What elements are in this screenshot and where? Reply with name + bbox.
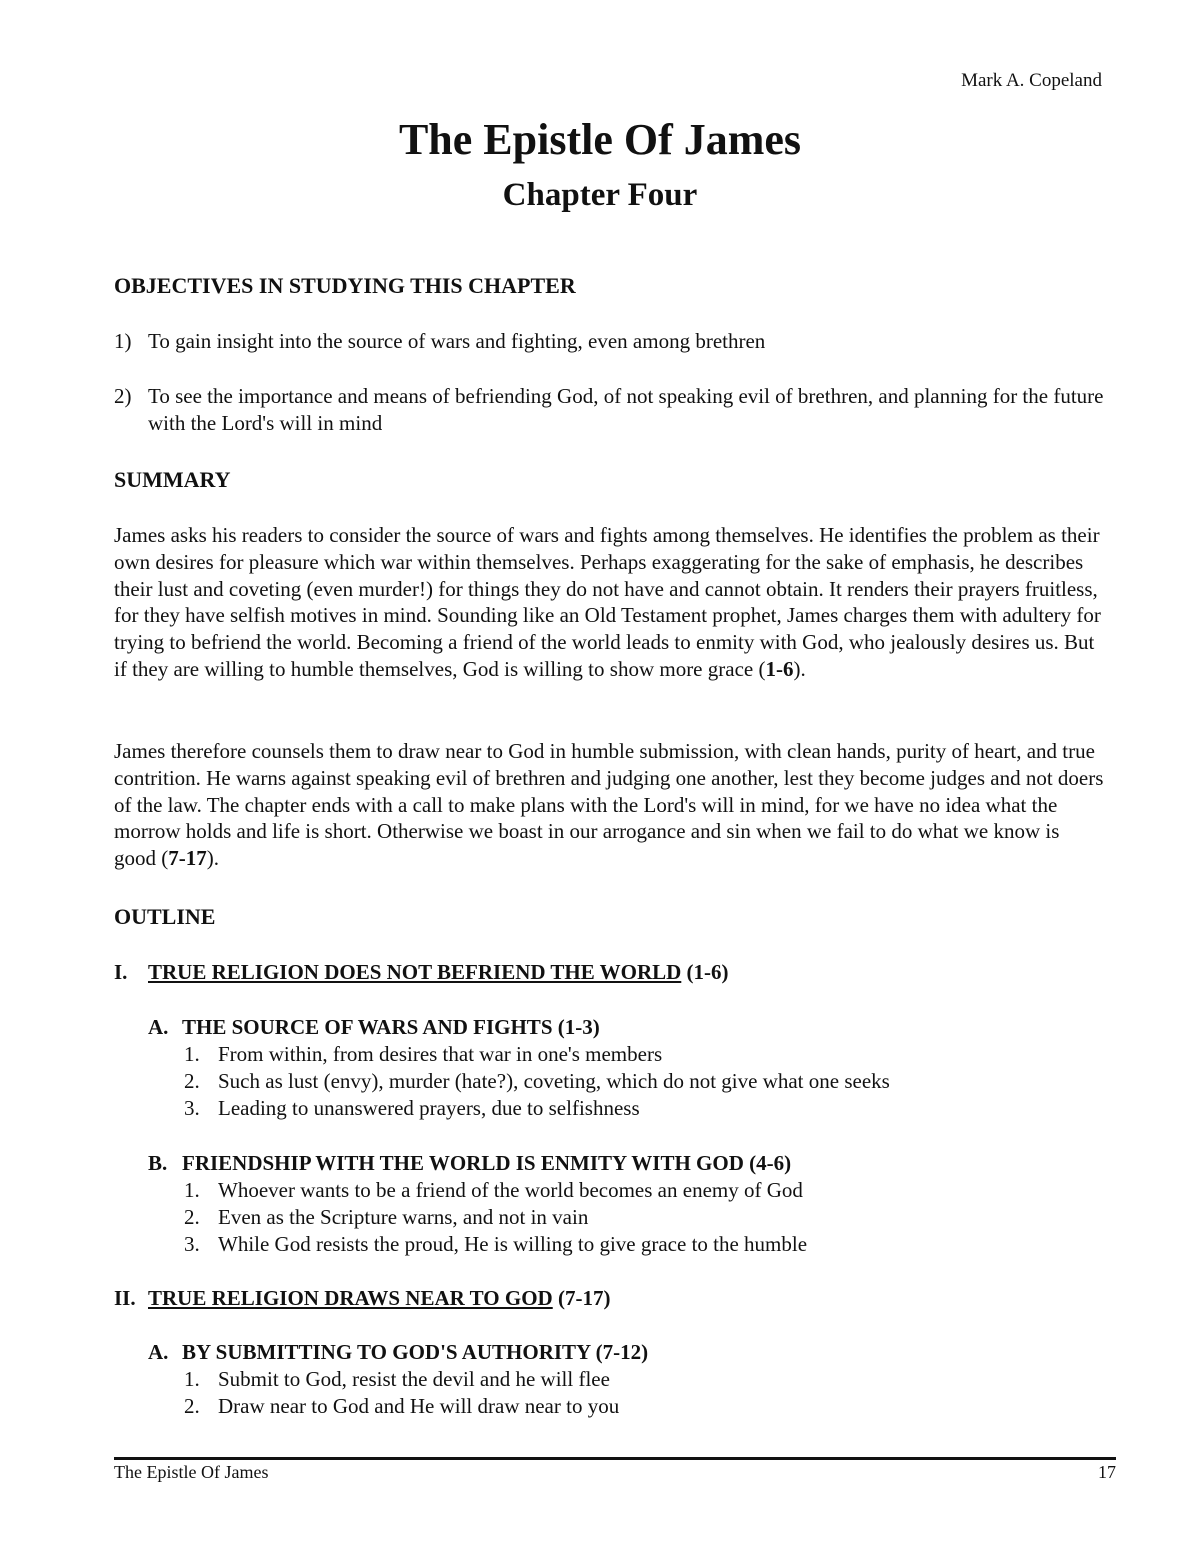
point-text: Whoever wants to be a friend of the world becomes an enemy of God xyxy=(218,1178,803,1202)
objective-number: 1) xyxy=(114,329,132,353)
objective-text: To see the importance and means of befriending God, of not speaking evil of brethren, and planning for the future with the Lord's will in mind xyxy=(148,384,1104,435)
point-text: Leading to unanswered prayers, due to selfishness xyxy=(218,1096,640,1120)
footer-document-title: The Epistle Of James xyxy=(114,1462,269,1482)
point-text: Submit to God, resist the devil and he will flee xyxy=(218,1367,610,1391)
section-title: TRUE RELIGION DOES NOT BEFRIEND THE WORLD xyxy=(148,960,682,984)
point-number: 1. xyxy=(184,1178,200,1202)
outline-section xyxy=(114,1286,610,1311)
objective-item xyxy=(114,383,1114,437)
objective-item xyxy=(114,328,1114,355)
subsection-letter: B. xyxy=(148,1151,168,1175)
outline-subsection xyxy=(148,1340,648,1365)
document-title: The Epistle Of James xyxy=(398,115,802,164)
subsection-title: BY SUBMITTING TO GOD'S AUTHORITY (7-12) xyxy=(182,1340,649,1364)
page-number: 17 xyxy=(1098,1462,1116,1482)
verse-reference: 1-6 xyxy=(765,656,794,681)
point-text: Even as the Scripture warns, and not in vain xyxy=(218,1205,589,1229)
outline-point xyxy=(184,1394,619,1419)
summary-paragraph-2 xyxy=(114,738,1106,872)
subsection-title: FRIENDSHIP WITH THE WORLD IS ENMITY WITH GOD (4-6) xyxy=(182,1151,792,1175)
subsection-title: THE SOURCE OF WARS AND FIGHTS (1-3) xyxy=(182,1015,600,1039)
summary-text-end: ). xyxy=(793,656,806,681)
point-number: 1. xyxy=(184,1042,200,1066)
point-text: Draw near to God and He will draw near to you xyxy=(218,1394,620,1418)
objective-number: 2) xyxy=(114,384,132,408)
section-reference: (7-17) xyxy=(552,1286,611,1310)
point-number: 3. xyxy=(184,1232,200,1256)
point-text: Such as lust (envy), murder (hate?), coveting, which do not give what one seeks xyxy=(218,1069,890,1093)
point-number: 2. xyxy=(184,1205,200,1229)
chapter-subtitle: Chapter Four xyxy=(502,177,698,213)
outline-section xyxy=(114,960,729,985)
outline-point xyxy=(184,1367,610,1392)
point-number: 2. xyxy=(184,1394,200,1418)
outline-heading: OUTLINE xyxy=(114,904,216,929)
outline-point xyxy=(184,1232,807,1257)
point-number: 3. xyxy=(184,1096,200,1120)
verse-reference: 7-17 xyxy=(168,846,207,871)
summary-heading: SUMMARY xyxy=(114,467,231,492)
objective-text: To gain insight into the source of wars and fighting, even among brethren xyxy=(148,329,766,353)
section-reference: (1-6) xyxy=(681,960,729,984)
author-name: Mark A. Copeland xyxy=(961,70,1102,91)
summary-paragraph-1 xyxy=(114,522,1106,683)
subsection-letter: A. xyxy=(148,1015,169,1039)
section-numeral: I. xyxy=(114,960,128,984)
point-text: From within, from desires that war in one's members xyxy=(218,1042,663,1066)
outline-point xyxy=(184,1205,588,1230)
outline-point xyxy=(184,1042,662,1067)
summary-text: James therefore counsels them to draw near to God in humble submission, with clean hands, purity of heart, and true contrition. He warns against speaking evil of brethren and judging one another, lest they become judges and not doers of the law. The chapter ends with a call to make plans with the Lord's will in mind, for we have no idea what the morrow holds and life is short. Otherwise we boast in our arrogance and sin when we fail to do what we know is good ( xyxy=(114,739,1104,871)
outline-subsection xyxy=(148,1151,791,1176)
section-numeral: II. xyxy=(114,1286,136,1310)
point-number: 2. xyxy=(184,1069,200,1093)
objectives-heading: OBJECTIVES IN STUDYING THIS CHAPTER xyxy=(114,273,576,298)
subsection-letter: A. xyxy=(148,1340,169,1364)
outline-point xyxy=(184,1178,803,1203)
outline-point xyxy=(184,1096,640,1121)
summary-text: James asks his readers to consider the source of wars and fights among themselves. He identifies the problem as their own desires for pleasure which war within themselves. Perhaps exaggerating for the sake of emphasis, he describes their lust and coveting (even murder!) for things they do not have and cannot obtain. It renders their prayers fruitless, for they have selfish motives in mind. Sounding like an Old Testament prophet, James charges them with adultery for trying to befriend the world. Becoming a friend of the world leads to enmity with God, who jealously desires us. But if they are willing to humble themselves, God is willing to show more grace ( xyxy=(114,523,1101,681)
outline-subsection xyxy=(148,1015,600,1040)
section-title: TRUE RELIGION DRAWS NEAR TO GOD xyxy=(148,1286,553,1310)
summary-text-end: ). xyxy=(206,846,219,871)
footer-divider xyxy=(114,1457,1116,1460)
point-number: 1. xyxy=(184,1367,200,1391)
outline-point xyxy=(184,1069,890,1094)
point-text: While God resists the proud, He is willing to give grace to the humble xyxy=(218,1232,808,1256)
